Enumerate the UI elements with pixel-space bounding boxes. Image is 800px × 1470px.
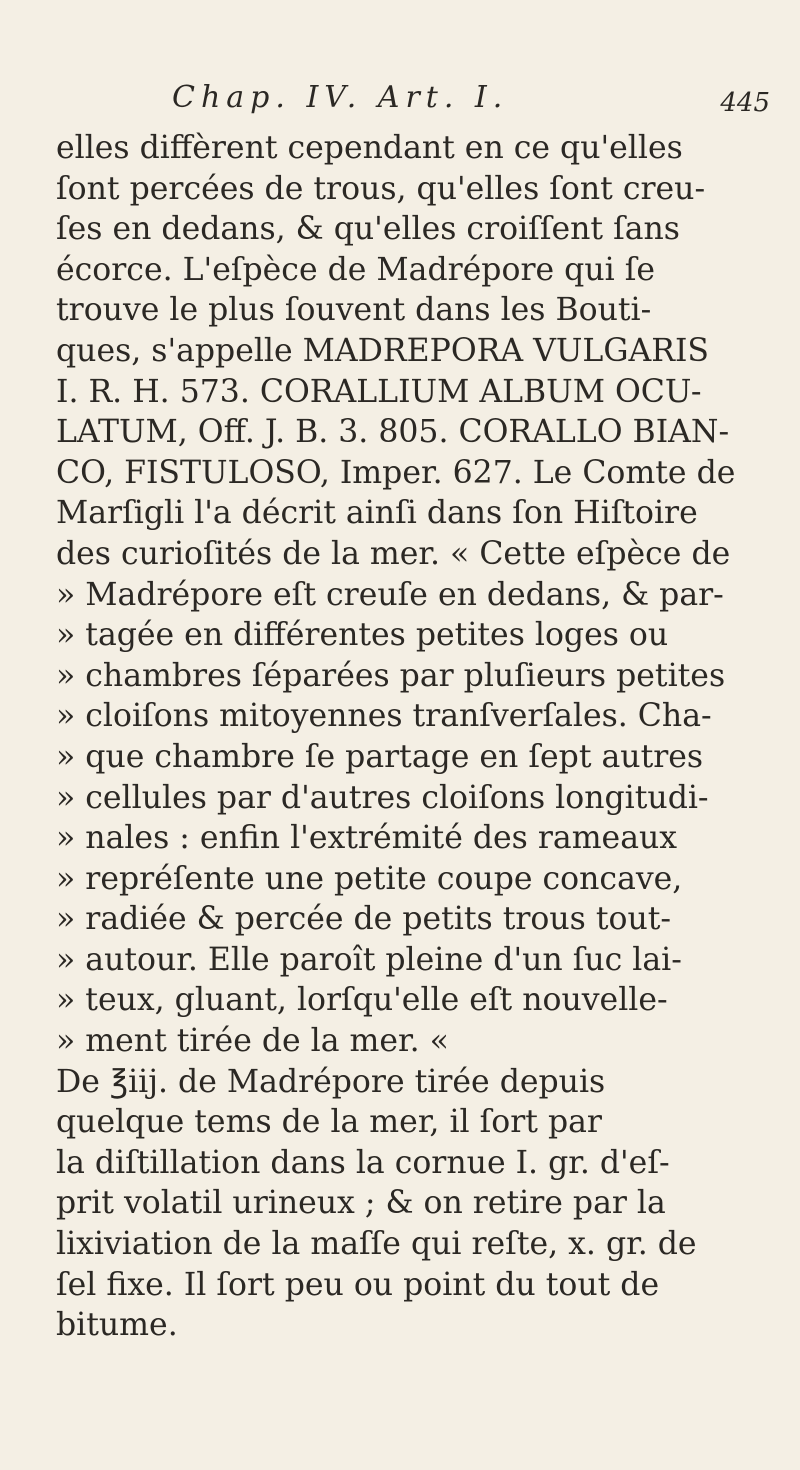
text-line: » chambres ſéparées par pluſieurs petites [56, 657, 726, 694]
text-line: » nales : enfin l'extrémité des rameaux [56, 820, 678, 857]
text-line: CO, FISTULOSO, Imper. 627. Le Comte de [56, 454, 736, 491]
text-line: » cellules par d'autres cloiſons longitudi- [56, 779, 709, 816]
text-line: ques, s'appelle MADREPORA VULGARIS [56, 332, 709, 369]
text-line: ſont percées de trous, qu'elles ſont creu- [56, 170, 706, 207]
text-line: la diſtillation dans la cornue I. gr. d'eſ- [56, 1144, 670, 1181]
text-line: » ment tirée de la mer. « [56, 1023, 449, 1060]
text-line: prit volatil urineux ; & on retire par la [56, 1185, 666, 1222]
text-line: Marſigli l'a décrit ainſi dans ſon Hiſtoire [56, 495, 698, 532]
text-line: lixiviation de la maſſe qui reſte, x. gr. de [56, 1226, 697, 1263]
text-line: » repréſente une petite coupe concave, [56, 860, 683, 897]
text-line: » teux, gluant, lorſqu'elle eſt nouvelle- [56, 982, 668, 1019]
chapter-article-heading: Chap. IV. Art. I. [172, 80, 509, 115]
text-line: » autour. Elle paroît pleine d'un ſuc lai- [56, 941, 682, 978]
text-line: » radiée & percée de petits trous tout- [56, 901, 672, 938]
text-line: » cloiſons mitoyennes tranſverſales. Cha- [56, 698, 712, 735]
text-line: I. R. H. 573. CORALLIUM ALBUM OCU- [56, 373, 702, 410]
text-line: écorce. L'eſpèce de Madrépore qui ſe [56, 251, 655, 288]
body-text [56, 128, 766, 1346]
text-line: LATUM, Off. J. B. 3. 805. CORALLO BIAN- [56, 414, 730, 451]
running-header [120, 80, 780, 120]
text-line: trouve le plus ſouvent dans les Bouti- [56, 292, 652, 329]
text-line: quelque tems de la mer, il ſort par [56, 1104, 602, 1141]
text-line: des curioſités de la mer. « Cette eſpèce de [56, 535, 731, 572]
text-line: » Madrépore eſt creuſe en dedans, & par- [56, 576, 724, 613]
text-line: » que chambre ſe partage en ſept autres [56, 738, 704, 775]
text-line: ſes en dedans, & qu'elles croiſſent ſans [56, 211, 680, 248]
page-number: 445 [720, 88, 770, 118]
text-line: elles diffèrent cependant en ce qu'elles [56, 130, 683, 166]
text-line: bitume. [56, 1307, 178, 1344]
text-line: » tagée en différentes petites loges ou [56, 617, 669, 654]
text-line: De ℥iij. de Madrépore tirée depuis [56, 1063, 606, 1100]
text-line: ſel fixe. Il ſort peu ou point du tout de [56, 1266, 660, 1303]
